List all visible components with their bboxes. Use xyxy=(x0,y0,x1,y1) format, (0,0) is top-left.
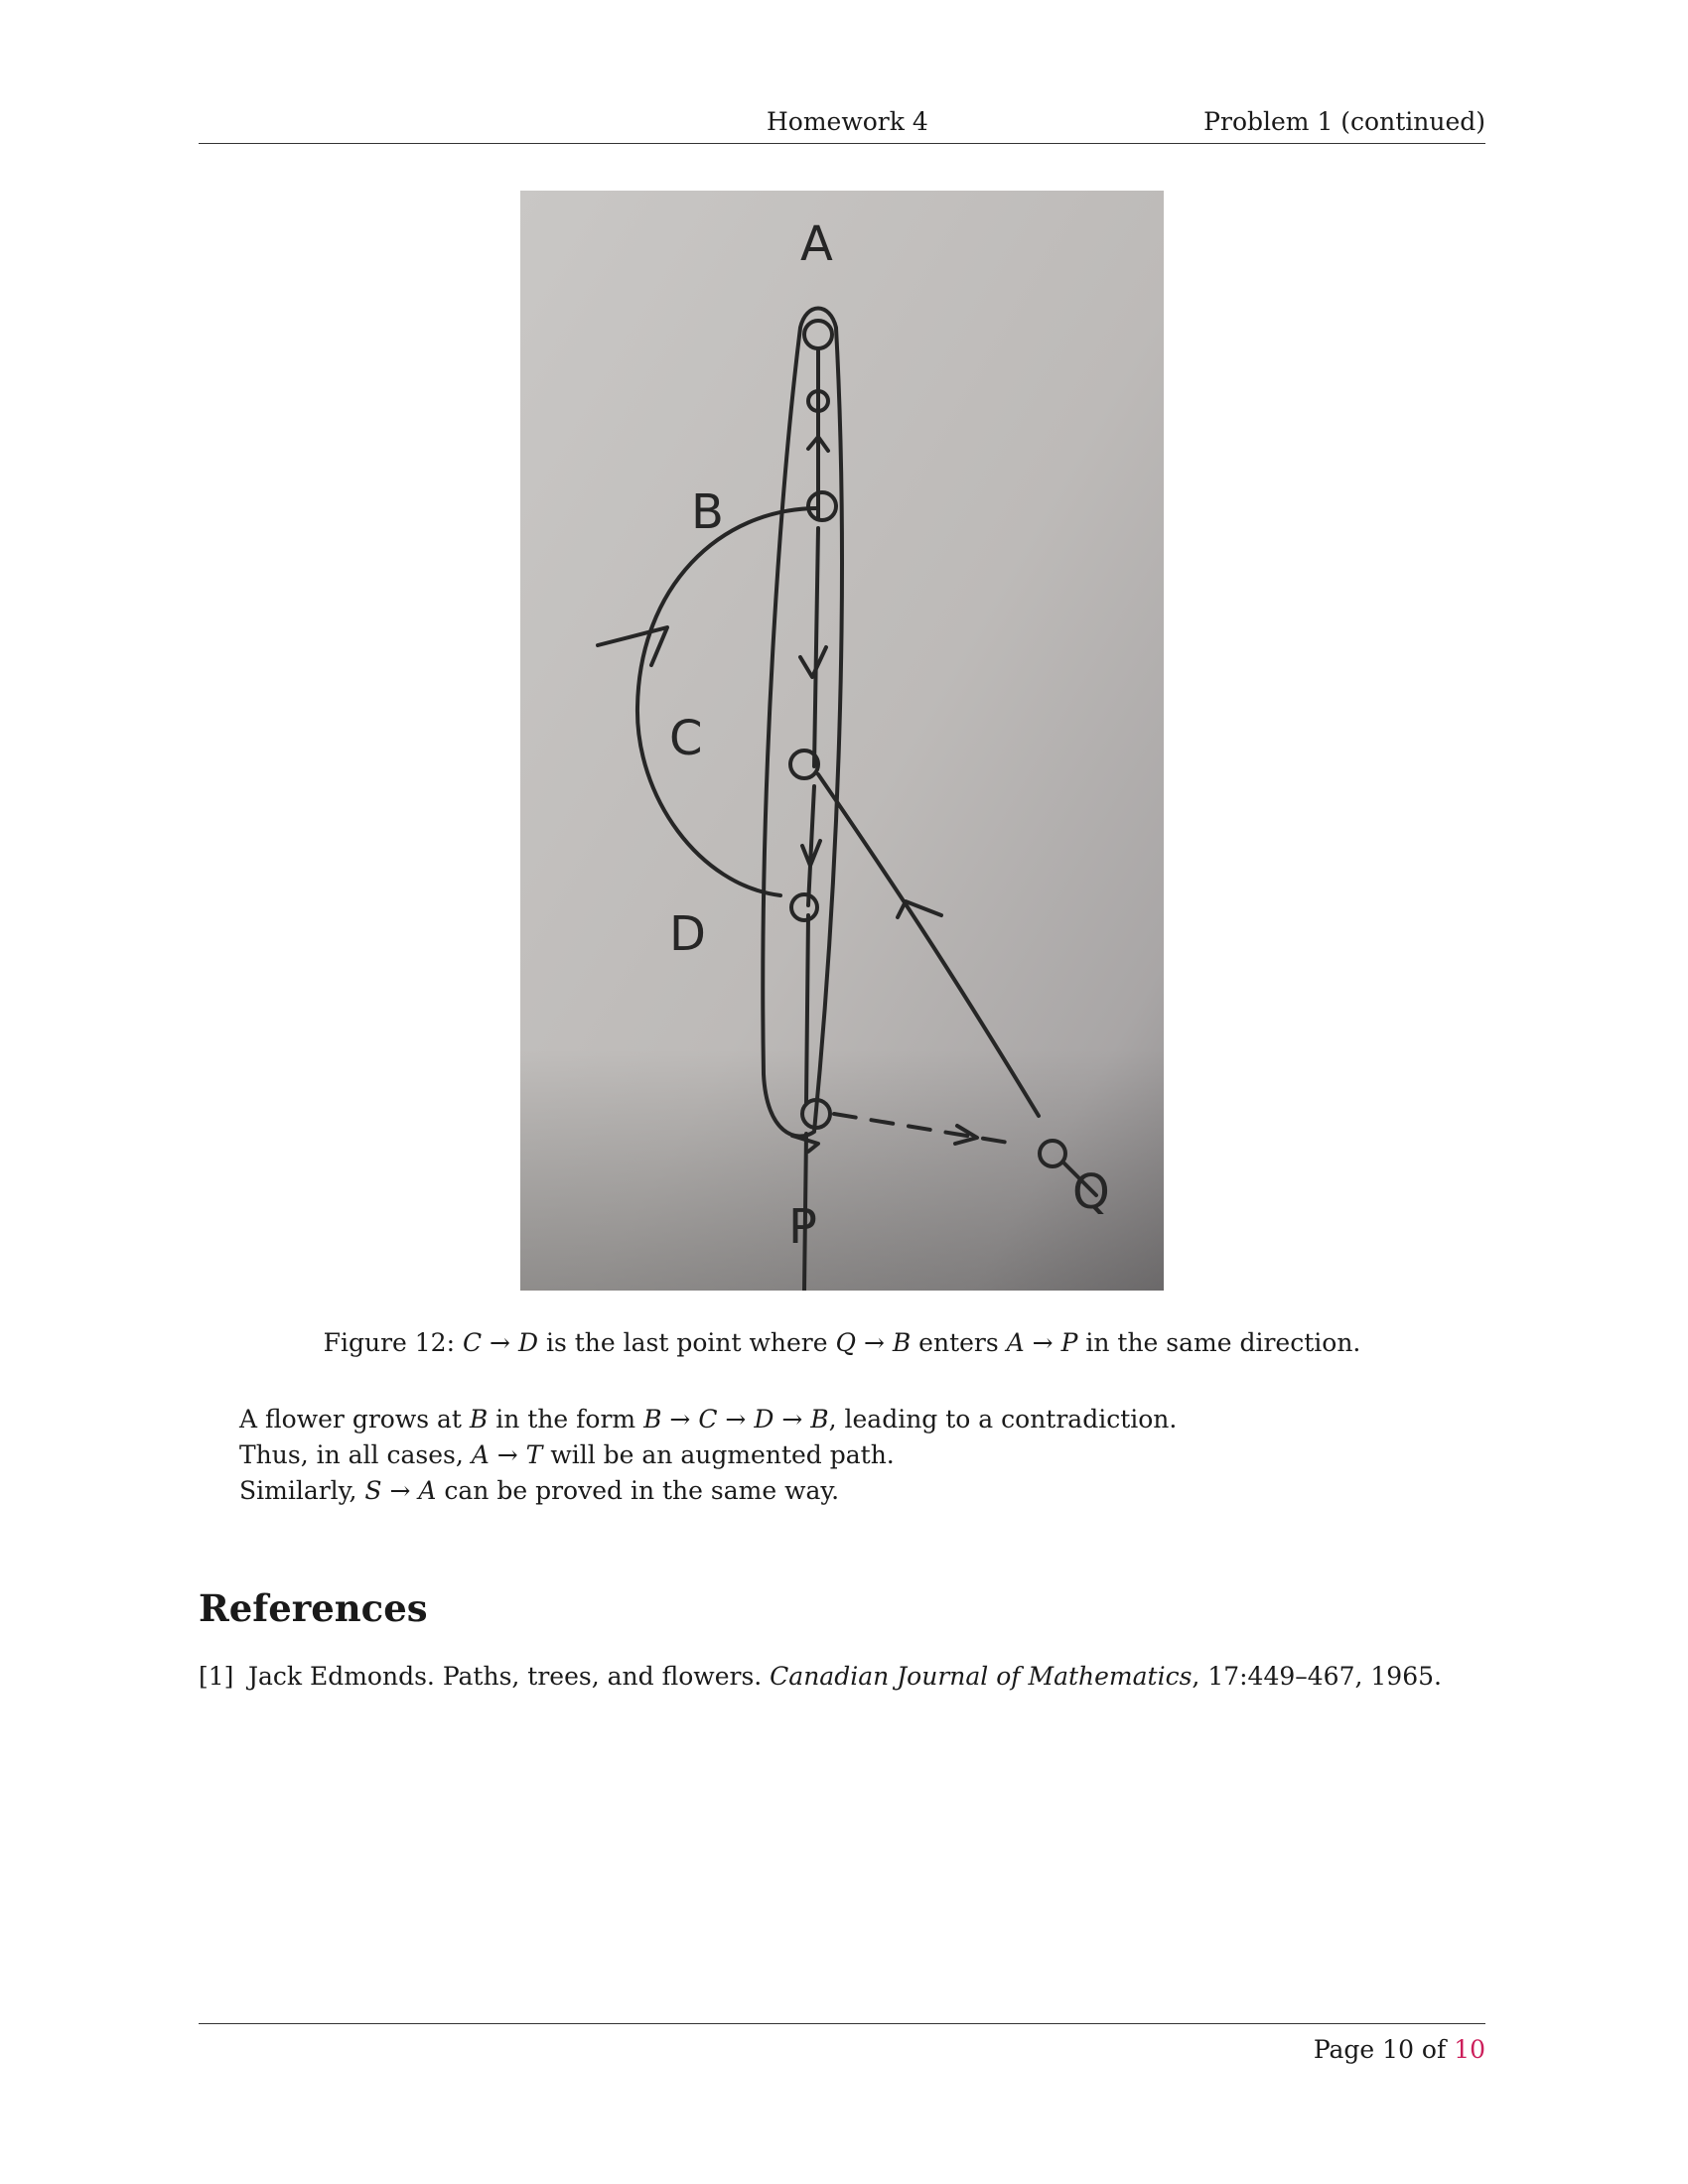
text: can be proved in the same way. xyxy=(444,1476,840,1505)
label-q: Q xyxy=(1072,1164,1110,1220)
math: B xyxy=(469,1405,489,1433)
text: Similarly, xyxy=(239,1476,357,1505)
math: A xyxy=(418,1476,437,1505)
math: A xyxy=(471,1440,490,1469)
math: → xyxy=(389,1476,411,1505)
caption-math: Q xyxy=(835,1328,856,1357)
math: → xyxy=(496,1440,518,1469)
body-line-2 xyxy=(239,1437,1485,1473)
caption-text: enters xyxy=(918,1328,999,1357)
hand-drawn-graph xyxy=(520,191,1164,1291)
label-a: A xyxy=(800,216,833,272)
label-d: D xyxy=(669,906,706,962)
body-line-3 xyxy=(239,1473,1485,1509)
label-p: P xyxy=(788,1199,817,1255)
path-d-p xyxy=(806,915,808,1104)
caption-math: P xyxy=(1060,1328,1078,1357)
body-line-1 xyxy=(239,1402,1485,1437)
caption-math: C xyxy=(462,1328,483,1357)
reference-item xyxy=(199,1662,1485,1691)
math: → xyxy=(725,1405,747,1433)
caption-math: B xyxy=(892,1328,912,1357)
caption-label: Figure 12: xyxy=(323,1328,455,1357)
text: in the form xyxy=(495,1405,636,1433)
page-footer xyxy=(1314,2035,1485,2064)
math: B xyxy=(643,1405,662,1433)
math: D xyxy=(754,1405,774,1433)
reference-details: , 17:449–467, 1965. xyxy=(1192,1662,1442,1691)
page-number-text: Page 10 of xyxy=(1313,2035,1447,2064)
caption-math: → xyxy=(863,1328,885,1357)
footer-rule xyxy=(199,2023,1485,2024)
caption-math: D xyxy=(517,1328,538,1357)
math: → xyxy=(669,1405,691,1433)
reference-number: [1] xyxy=(199,1662,234,1691)
references-heading: References xyxy=(199,1586,428,1630)
text: Thus, in all cases, xyxy=(239,1440,464,1469)
total-pages-link[interactable]: 10 xyxy=(1454,2035,1485,2064)
text: will be an augmented path. xyxy=(550,1440,895,1469)
math: B xyxy=(810,1405,829,1433)
caption-text: in the same direction. xyxy=(1085,1328,1361,1357)
label-c: C xyxy=(669,711,703,766)
caption-math: → xyxy=(490,1328,510,1357)
math: T xyxy=(525,1440,543,1469)
text: , leading to a contradiction. xyxy=(828,1405,1178,1433)
figure-caption xyxy=(199,1328,1485,1357)
figure-photo xyxy=(520,191,1164,1291)
body-paragraph xyxy=(239,1402,1485,1509)
caption-math: A xyxy=(1006,1328,1025,1357)
reference-title: Paths, trees, and flowers. xyxy=(442,1662,763,1691)
caption-text: is the last point where xyxy=(545,1328,828,1357)
math: S xyxy=(364,1476,382,1505)
label-b: B xyxy=(691,484,724,540)
text: A flower grows at xyxy=(239,1405,462,1433)
math: C xyxy=(698,1405,718,1433)
caption-math: → xyxy=(1032,1328,1054,1357)
reference-author: Jack Edmonds. xyxy=(247,1662,435,1691)
header-title: Homework 4 xyxy=(767,107,928,136)
header-section: Problem 1 (continued) xyxy=(1203,107,1485,136)
reference-journal: Canadian Journal of Mathematics xyxy=(770,1662,1193,1691)
page-header xyxy=(199,107,1485,144)
math: → xyxy=(781,1405,803,1433)
paper-shadow xyxy=(520,191,1164,1291)
